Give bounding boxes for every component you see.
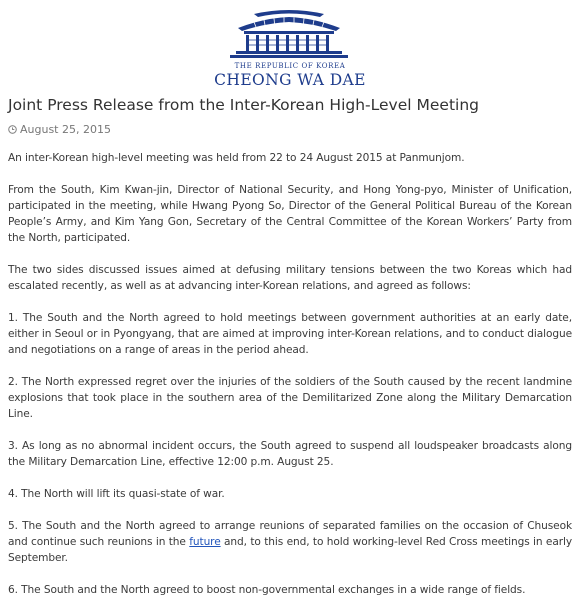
- logo-subtitle: THE REPUBLIC OF KOREA: [234, 62, 346, 70]
- logo-title: CHEONG WA DAE: [214, 71, 366, 89]
- site-logo[interactable]: [0, 4, 580, 96]
- article-paragraph: [8, 518, 572, 566]
- article-paragraph: 6. The South and the North agreed to boost non-governmental exchanges in a wide range of fields.: [8, 584, 526, 596]
- article-paragraph: An inter-Korean high-level meeting was held from 22 to 24 August 2015 at Panmunjom.: [8, 152, 465, 164]
- paragraph-text: 5. The South and the North agreed to arrange reunions of separated families on the occasion of Chuseok and continue such reunions in the: [8, 520, 572, 548]
- blue-house-building-icon: [224, 4, 354, 60]
- paragraph-text: and, to this end, to hold working-level Red Cross meetings in early September.: [8, 536, 572, 564]
- article-paragraph: The two sides discussed issues aimed at defusing military tensions between the two Koreas which had escalated recently, as well as at advancing inter-Korean relations, and agreed as follows:: [8, 264, 572, 292]
- future-link[interactable]: future: [189, 536, 221, 548]
- article-date: August 25, 2015: [20, 123, 111, 136]
- article-paragraph: From the South, Kim Kwan-jin, Director of National Security, and Hong Yong-pyo, Minister of Unification, participated in the meeting, while Hwang Pyong So, Director of the General Political Bureau of the Korean People’s Army, and Kim Yang Gon, Secretary of the Central Committee of the Korean Workers’ Party from the North, participated.: [8, 184, 572, 244]
- article-paragraph: 2. The North expressed regret over the injuries of the soldiers of the South caused by the recent landmine explosions that took place in the southern area of the Demilitarized Zone along the Military Demarcation Line.: [8, 376, 572, 420]
- article-date-row: [8, 123, 111, 136]
- article-paragraph: 3. As long as no abnormal incident occurs, the South agreed to suspend all loudspeaker broadcasts along the Military Demarcation Line, effective 12:00 p.m. August 25.: [8, 440, 572, 468]
- article-paragraph: 1. The South and the North agreed to hold meetings between government authorities at an early date, either in Seoul or in Pyongyang, that are aimed at improving inter-Korean relations, and to conduct dialogue and negotiations on a range of areas in the period ahead.: [8, 312, 572, 356]
- article-body: [8, 150, 572, 612]
- clock-icon: [8, 125, 17, 134]
- article-paragraph: 4. The North will lift its quasi-state of war.: [8, 488, 225, 500]
- article-title: Joint Press Release from the Inter-Korean High-Level Meeting: [8, 96, 479, 114]
